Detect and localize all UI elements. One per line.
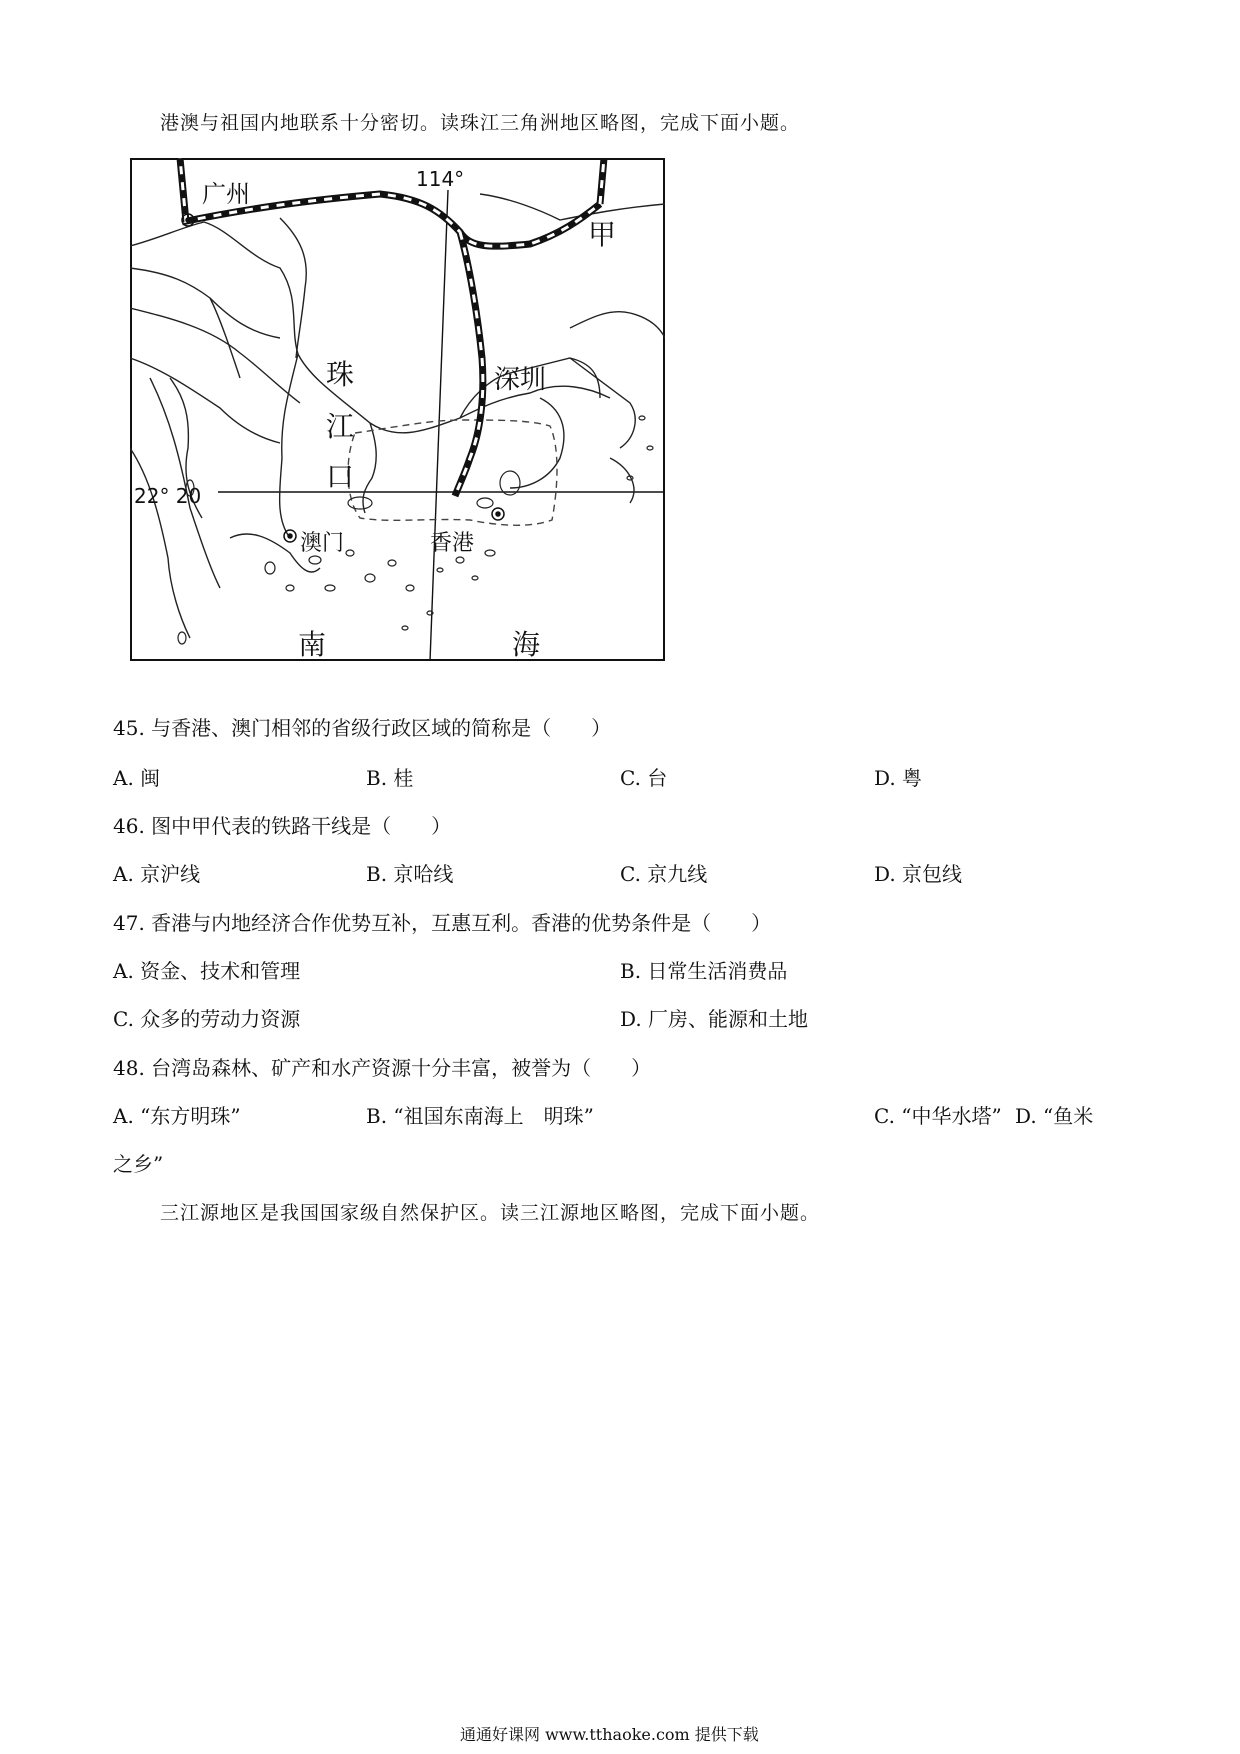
label-latitude: 22° 20 xyxy=(134,484,202,508)
question-46-stem: 46. 图中甲代表的铁路干线是（ ） xyxy=(113,814,452,838)
label-jia: 甲 xyxy=(588,218,617,251)
label-jiang: 江 xyxy=(326,410,355,443)
question-48-stem: 48. 台湾岛森林、矿产和水产资源十分丰富，被誉为（ ） xyxy=(113,1056,652,1080)
label-macau: 澳门 xyxy=(300,531,345,556)
label-hongkong: 香港 xyxy=(430,531,475,556)
q46-option-c: C. 京九线 xyxy=(620,862,708,886)
q45-option-b: B. 桂 xyxy=(366,766,414,790)
q48-option-d: D. “鱼米 xyxy=(1015,1104,1094,1128)
label-guangzhou: 广州 xyxy=(202,180,250,208)
section-intro: 港澳与祖国内地联系十分密切。读珠江三角洲地区略图，完成下面小题。 xyxy=(160,112,801,134)
label-meridian-114: 114° xyxy=(416,167,465,191)
q47-option-a: A. 资金、技术和管理 xyxy=(113,959,301,983)
question-45-stem: 45. 与香港、澳门相邻的省级行政区域的简称是（ ） xyxy=(113,716,612,740)
q45-option-d: D. 粤 xyxy=(874,766,923,790)
q45-option-a: A. 闽 xyxy=(113,766,161,790)
q46-option-b: B. 京哈线 xyxy=(366,862,454,886)
question-47-stem: 47. 香港与内地经济合作优势互补，互惠互利。香港的优势条件是（ ） xyxy=(113,911,772,935)
label-nan: 南 xyxy=(298,628,327,661)
map-svg xyxy=(130,158,665,661)
section2-intro: 三江源地区是我国国家级自然保护区。读三江源地区略图，完成下面小题。 xyxy=(160,1202,821,1224)
q48-option-c: C. “中华水塔” xyxy=(874,1104,1002,1128)
q48-option-d-cont: 之乡” xyxy=(113,1152,164,1176)
label-kou: 口 xyxy=(326,460,355,493)
label-shenzhen: 深圳 xyxy=(494,365,547,395)
q47-option-b: B. 日常生活消费品 xyxy=(620,959,788,983)
footer-text: 通通好课网 www.tthaoke.com 提供下载 xyxy=(460,1725,759,1744)
q47-option-c: C. 众多的劳动力资源 xyxy=(113,1007,301,1031)
q48-option-a: A. “东方明珠” xyxy=(113,1104,241,1128)
map-frame xyxy=(131,159,664,660)
label-zhu: 珠 xyxy=(326,358,355,391)
q47-option-d: D. 厂房、能源和土地 xyxy=(620,1007,809,1031)
q48-option-b: B. “祖国东南海上 明珠” xyxy=(366,1104,594,1128)
q46-option-d: D. 京包线 xyxy=(874,862,963,886)
q45-option-c: C. 台 xyxy=(620,766,668,790)
pearl-river-delta-map xyxy=(130,158,665,661)
label-hai: 海 xyxy=(512,628,541,661)
q46-option-a: A. 京沪线 xyxy=(113,862,201,886)
